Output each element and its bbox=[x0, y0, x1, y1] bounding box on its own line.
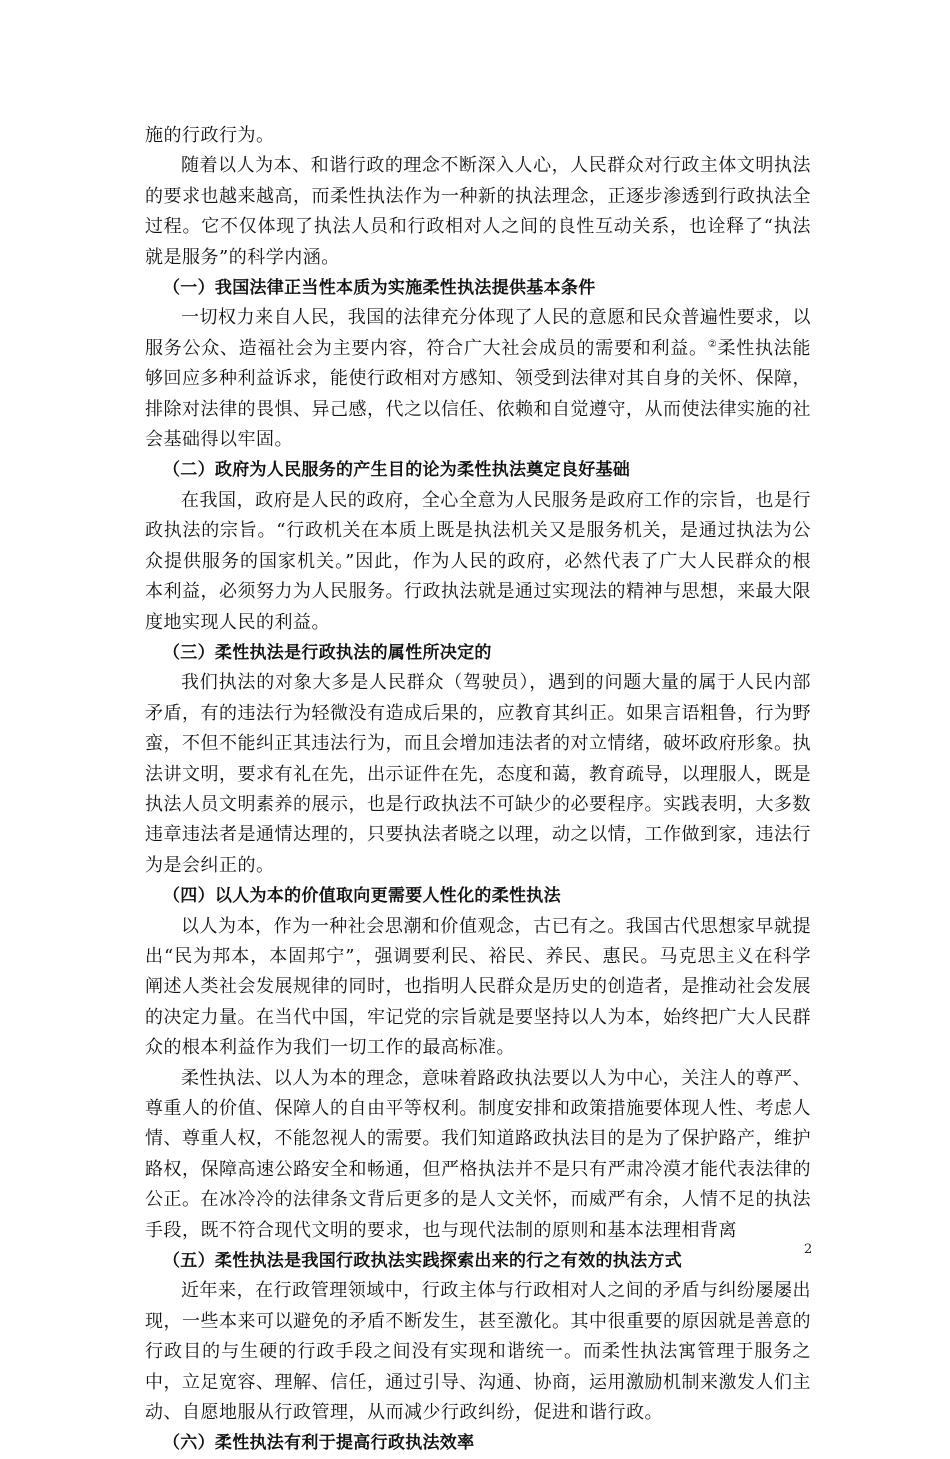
paragraph-section-1 bbox=[145, 303, 811, 455]
section-heading-2: （二）政府为人民服务的产生目的论为柔性执法奠定良好基础 bbox=[163, 460, 631, 481]
section-heading-6: （六）柔性执法有利于提高行政执法效率 bbox=[163, 1433, 475, 1454]
section-heading-1: （一）我国法律正当性本质为实施柔性执法提供基本条件 bbox=[163, 278, 596, 299]
paragraph-section-1-part-b: 柔性执法能够回应多种利益诉求，能使行政相对方感知、领受到法律对其自身的关怀、保障，排除对法律的畏惧、异己感，代之以信任、依赖和自觉遵守，从而使法律实施的社会基础得以牢固。 bbox=[145, 337, 812, 451]
section-heading-3: （三）柔性执法是行政执法的属性所决定的 bbox=[163, 642, 492, 663]
paragraph-section-1-part-a: 一切权力来自人民，我国的法律充分体现了人民的意愿和民众普遍性要求，以服务公众、造福社会为主要内容，符合广大社会成员的需要和利益。 bbox=[145, 307, 811, 359]
page-number: 2 bbox=[804, 1242, 813, 1257]
paragraph-section-4a: 以人为本，作为一种社会思潮和价值观念，古已有之。我国古代思想家早就提出“民为邦本，本固邦宁”，强调要利民、裕民、养民、惠民。马克思主义在科学阐述人类社会发展规律的同时，也指明人民群众是历史的创造者，是推动社会发展的决定力量。在当代中国，牢记党的宗旨就是要坚持以人为本，始终把广大人民群众的根本利益作为我们一切工作的最高标准。 bbox=[145, 915, 811, 1059]
paragraph-section-5: 近年来，在行政管理领域中，行政主体与行政相对人之间的矛盾与纠纷屡屡出现，一些本来可以避免的矛盾不断发生，甚至激化。其中很重要的原因就是善意的行政目的与生硬的行政手段之间没有实现和谐统一。而柔性执法寓管理于服务之中，立足宽容、理解、信任，通过引导、沟通、协商，运用激励机制来激发人们主动、自愿地服从行政管理，从而减少行政纠纷，促进和谐行政。 bbox=[145, 1280, 811, 1424]
paragraph-section-4b: 柔性执法、以人为本的理念，意味着路政执法要以人为中心，关注人的尊严、尊重人的价值、保障人的自由平等权利。制度安排和政策措施要体现人性、考虑人情、尊重人权，不能忽视人的需要。我们知道路政执法目的是为了保护路产，维护路权，保障高速公路安全和畅通，但严格执法并不是只有严肃冷漠才能代表法律的公正。在冰冷冷的法律条文背后更多的是人文关怀，而威严有余，人情不足的执法手段，既不符合现代文明的要求，也与现代法制的原则和基本法理相背离 bbox=[145, 1067, 811, 1241]
section-heading-5: （五）柔性执法是我国行政执法实践探索出来的行之有效的执法方式 bbox=[163, 1251, 682, 1272]
section-heading-4: （四）以人为本的价值取向更需要人性化的柔性执法 bbox=[163, 886, 561, 907]
footnote-marker[interactable]: ② bbox=[707, 338, 718, 350]
paragraph-section-3: 我们执法的对象大多是人民群众（驾驶员），遇到的问题大量的属于人民内部矛盾，有的违法行为轻微没有造成后果的，应教育其纠正。如果言语粗鲁，行为野蛮，不但不能纠正其违法行为，而且会增加违法者的对立情绪，破坏政府形象。执法讲文明，要求有礼在先，出示证件在先，态度和蔼，教育疏导，以理服人，既是执法人员文明素养的展示，也是行政执法不可缺少的必要程序。实践表明，大多数违章违法者是通情达理的，只要执法者晓之以理，动之以情，工作做到家，违法行为是会纠正的。 bbox=[145, 672, 811, 876]
paragraph-section-2: 在我国，政府是人民的政府，全心全意为人民服务是政府工作的宗旨，也是行政执法的宗旨。“行政机关在本质上既是执法机关又是服务机关，是通过执法为公众提供服务的国家机关。”因此，作为人民的政府，必然代表了广大人民群众的根本利益，必须努力为人民服务。行政执法就是通过实现法的精神与思想，来最大限度地实现人民的利益。 bbox=[145, 489, 811, 633]
document-body bbox=[145, 121, 811, 1459]
paragraph-intro: 随着以人为本、和谐行政的理念不断深入人心，人民群众对行政主体文明执法的要求也越来越高，而柔性执法作为一种新的执法理念，正逐步渗透到行政执法全过程。它不仅体现了执法人员和行政相对人之间的良性互动关系，也诠释了“执法就是服务”的科学内涵。 bbox=[145, 155, 811, 268]
paragraph-continuation: 施的行政行为。 bbox=[145, 125, 275, 146]
